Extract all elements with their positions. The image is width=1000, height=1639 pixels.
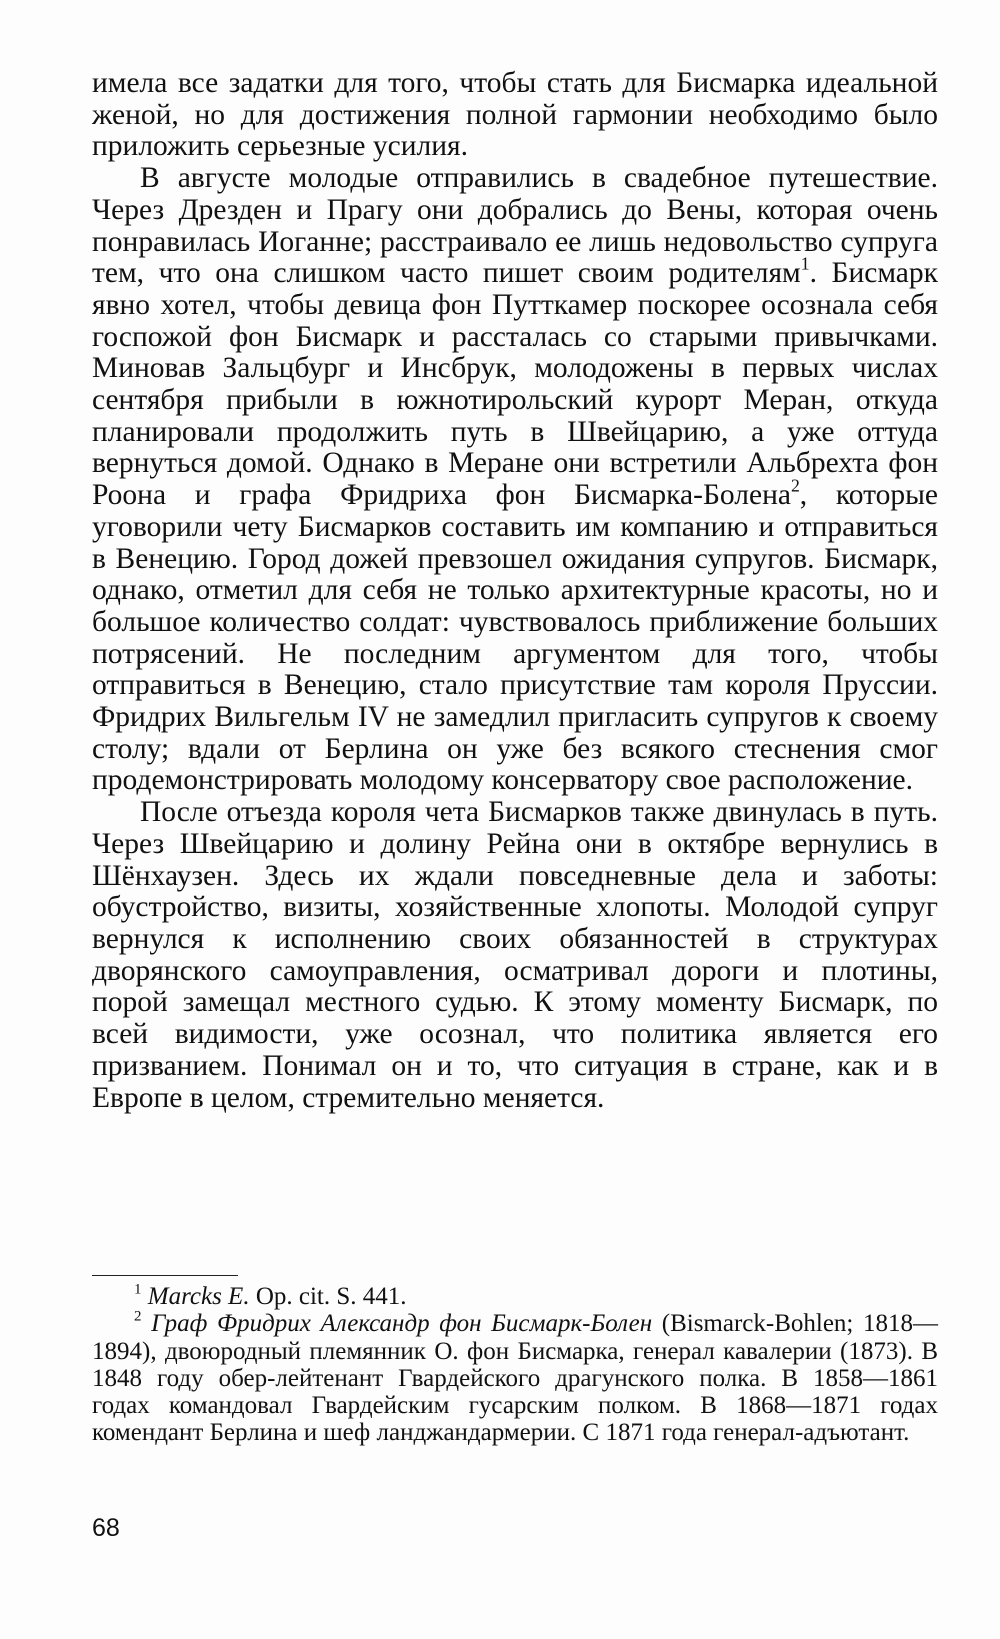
footnote-1 <box>92 1283 938 1310</box>
paragraph-2 <box>92 163 938 797</box>
paragraph-1: имела все задатки для того, чтобы стать для Бисмарка идеальной женой, но для достижения полной гармонии необходимо было приложить серьезные усилия. <box>92 67 938 163</box>
footnote-divider <box>92 1275 238 1276</box>
footnote-1-author: Marcks E. <box>147 1283 250 1310</box>
footnote-2-number: 2 <box>134 1308 142 1325</box>
footnote-ref-2: 2 <box>790 475 800 496</box>
footnote-2-text: (Bismarck-Bohlen; 1818—1894), двоюродный племянник О. фон Бисмарка, генерал кавалерии (1873). В 1848 году обер-лейтенант Гвардейского драгунского полка. В 1858—1861 годах командовал Гвардейским гусарским полком. В 1868—1871 годах комендант Берлина и шеф ланджандармерии. С 1871 года генерал-адъютант. <box>92 1310 938 1447</box>
paragraph-2-text-c: , которые уговорили чету Бисмарков составить им компанию и отправиться в Венецию. Город дожей превзошел ожидания супругов. Бисмарк, однако, отметил для себя не только архитектурные красоты, но и большое количество солдат: чувствовалось приближение больших потрясений. Не последним аргументом для того, чтобы отправиться в Венецию, стало присутствие там короля Пруссии. Фридрих Вильгельм IV не замедлил пригласить супругов к своему столу; вдали от Берлина он уже без всякого стеснения смог продемонстрировать молодому консерватору свое расположение. <box>92 479 938 797</box>
footnote-2 <box>92 1310 938 1446</box>
paragraph-3: После отъезда короля чета Бисмарков также двинулась в путь. Через Швейцарию и долину Рейна они в октябре вернулись в Шёнхаузен. Здесь их ждали повседневные дела и заботы: обустройство, визиты, хозяйственные хлопоты. Молодой супруг вернулся к исполнению своих обязанностей в структурах дворянского самоуправления, осматривал дороги и плотины, порой замещал местного судью. К этому моменту Бисмарк, по всей видимости, уже осознал, что политика является его призванием. Понимал он и то, что ситуация в стране, как и в Европе в целом, стремительно меняется. <box>92 796 938 1114</box>
page-number: 68 <box>92 1514 120 1542</box>
paragraph-2-text-b: . Бисмарк явно хотел, чтобы девица фон Путткамер поскорее осознала себя госпожой фон Бисмарк и рассталась со старыми привычками. Миновав Зальцбург и Инсбрук, молодожены в первых числах сентября прибыли в южнотирольский курорт Меран, откуда планировали продолжить путь в Швейцарию, а уже оттуда вернуться домой. Однако в Меране они встретили Альбрехта фон Роона и графа Фридриха фон Бисмарка-Болена <box>92 257 938 512</box>
footnotes <box>92 1283 938 1447</box>
paragraph-2-text-a: В августе молодые отправились в свадебное путешествие. Через Дрезден и Прагу они добрались до Вены, которая очень понравилась Иоганне; расстраивало ее лишь недовольство супруга тем, что она слишком часто пишет своим родителям <box>92 162 938 290</box>
main-text <box>92 68 938 1114</box>
footnote-1-number: 1 <box>134 1281 142 1298</box>
footnote-1-text: Op. cit. S. 441. <box>249 1283 407 1310</box>
footnote-2-name: Граф Фридрих Александр фон Бисмарк-Болен <box>151 1310 653 1338</box>
footnote-ref-1: 1 <box>800 253 810 274</box>
